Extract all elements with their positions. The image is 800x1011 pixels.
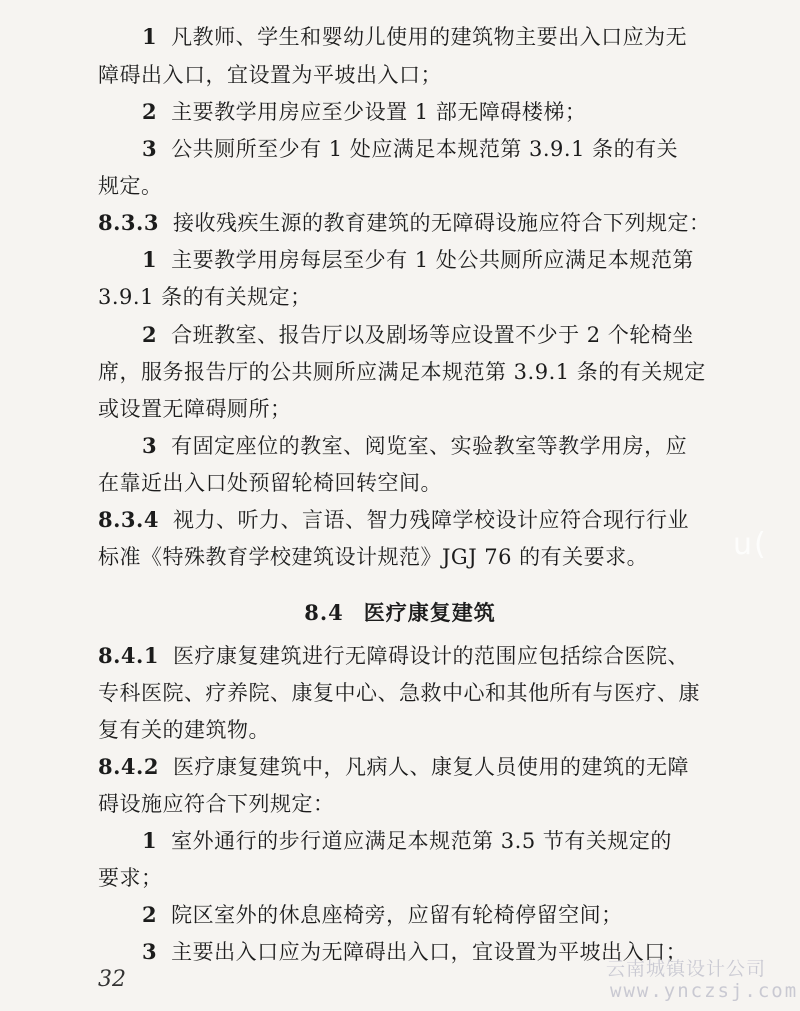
item-line (142, 134, 678, 164)
item-line (98, 863, 163, 893)
item-text: 合班教室、报告厅以及剧场等应设置不少于 2 个轮椅坐 (171, 323, 694, 347)
item-line (142, 97, 586, 127)
section-title: 医疗康复建筑 (363, 600, 496, 625)
item-number: 2 (142, 902, 158, 927)
item-number: 1 (142, 24, 158, 49)
item-number: 2 (142, 322, 158, 347)
item-line (142, 826, 672, 856)
item-text: 复有关的建筑物。 (98, 718, 270, 742)
clause-text: 视力、听力、言语、智力残障学校设计应符合现行行业 (172, 508, 689, 532)
item-text: 在靠近出入口处预留轮椅回转空间。 (98, 471, 442, 495)
item-line (98, 789, 335, 819)
item-text: 院区室外的休息座椅旁，应留有轮椅停留空间； (171, 903, 623, 927)
clause-line (98, 208, 710, 238)
clause-text: 医疗康复建筑进行无障碍设计的范围应包括综合医院、 (172, 644, 689, 668)
section-number: 8.4 (304, 600, 344, 625)
item-number: 3 (142, 939, 158, 964)
item-line (98, 542, 648, 572)
clause-text: 医疗康复建筑中，凡病人、康复人员使用的建筑的无障 (172, 755, 689, 779)
item-text: 规定。 (98, 174, 163, 198)
item-text: 或设置无障碍厕所； (98, 397, 292, 421)
clause-number: 8.4.1 (98, 643, 159, 668)
page-number: 32 (98, 967, 126, 992)
item-number: 1 (142, 247, 158, 272)
clause-line (98, 752, 689, 782)
item-text: 碍设施应符合下列规定： (98, 792, 335, 816)
item-text: 凡教师、学生和婴幼儿使用的建筑物主要出入口应为无 (171, 25, 688, 49)
item-line (142, 22, 687, 52)
item-line (98, 394, 292, 424)
item-text: 室外通行的步行道应满足本规范第 3.5 节有关规定的 (171, 829, 672, 853)
item-text: 公共厕所至少有 1 处应满足本规范第 3.9.1 条的有关 (171, 137, 679, 161)
item-line (142, 245, 694, 275)
item-text: 有固定座位的教室、阅览室、实验教室等教学用房，应 (171, 434, 688, 458)
clause-text: 接收残疾生源的教育建筑的无障碍设施应符合下列规定： (172, 211, 711, 235)
item-line (142, 900, 623, 930)
item-text: 专科医院、疗养院、康复中心、急救中心和其他所有与医疗、康 (98, 681, 700, 705)
item-text: 标准《特殊教育学校建筑设计规范》JGJ 76 的有关要求。 (98, 545, 649, 569)
clause-number: 8.3.4 (98, 507, 159, 532)
item-number: 3 (142, 136, 158, 161)
item-text: 主要出入口应为无障碍出入口，宜设置为平坡出入口； (171, 940, 688, 964)
item-line (98, 678, 700, 708)
item-line (98, 715, 270, 745)
section-heading (0, 598, 800, 628)
clause-line (98, 505, 689, 535)
item-line (98, 357, 706, 387)
clause-line (98, 641, 689, 671)
side-watermark: u( (733, 527, 768, 562)
item-line (142, 320, 694, 350)
item-text: 主要教学用房每层至少有 1 处公共厕所应满足本规范第 (171, 248, 694, 272)
item-text: 障碍出入口，宜设置为平坡出入口； (98, 63, 442, 87)
item-text: 席，服务报告厅的公共厕所应满足本规范第 3.9.1 条的有关规定 (98, 360, 706, 384)
item-text: 3.9.1 条的有关规定； (98, 285, 312, 309)
watermark-company: 云南城镇设计公司 (606, 958, 767, 980)
item-number: 1 (142, 828, 158, 853)
item-line (142, 431, 687, 461)
item-text: 主要教学用房应至少设置 1 部无障碍楼梯； (171, 100, 587, 124)
clause-number: 8.3.3 (98, 210, 159, 235)
item-number: 3 (142, 433, 158, 458)
item-line (98, 282, 312, 312)
watermark-url: www.ynczsj.com (610, 980, 799, 1002)
clause-number: 8.4.2 (98, 754, 159, 779)
item-line (98, 171, 163, 201)
item-number: 2 (142, 99, 158, 124)
item-line (98, 468, 442, 498)
item-line (98, 60, 442, 90)
item-text: 要求； (98, 866, 163, 890)
